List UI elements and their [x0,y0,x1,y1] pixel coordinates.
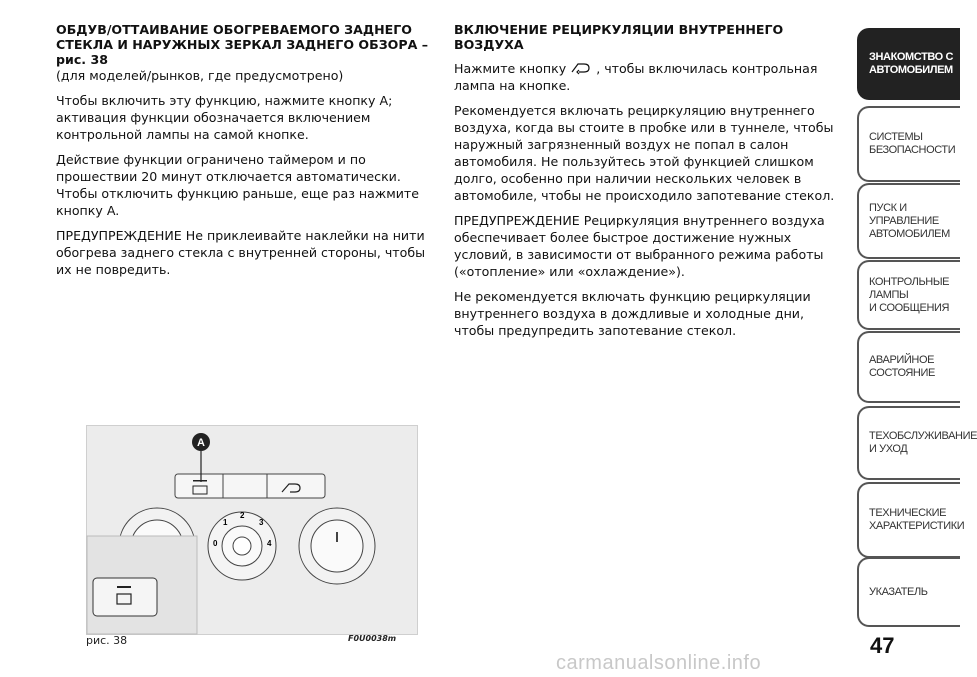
air-distribution-knob [299,508,375,584]
section-subheading: (для моделей/рынков, где предусмотрено) [56,68,344,83]
tab-technical-specs[interactable]: ТЕХНИЧЕСКИЕ ХАРАКТЕРИСТИКИ [857,482,960,558]
fan-label-2: 2 [240,511,245,520]
tab-warning-lights[interactable]: КОНТРОЛЬНЫЕ ЛАМПЫ И СООБЩЕНИЯ [857,260,960,330]
tab-safety-systems[interactable]: СИСТЕМЫ БЕЗОПАСНОСТИ [857,106,960,182]
callout-a-label: A [197,437,205,449]
middle-column [454,22,838,347]
figure-code: F0U0038m [348,634,397,643]
chapter-tabs [857,0,977,677]
paragraph: Не рекомендуется включать функцию рециркуляции внутреннего воздуха в дождливые и холодные дни, чтобы предупредить запотевание стекол. [454,289,811,338]
fan-label-1: 1 [223,518,228,527]
figure-climate-panel [86,425,418,635]
fan-label-0: 0 [213,539,218,548]
paragraph [454,60,838,94]
fan-label-4: 4 [267,539,272,548]
tab-index[interactable]: УКАЗАТЕЛЬ [857,557,960,627]
paragraph: Действие функции ограничено таймером и по прошествии 20 минут отключается автоматически. Чтобы отключить функцию раньше, еще раз нажмите кнопку A. [56,152,419,218]
paragraph: Чтобы включить эту функцию, нажмите кнопку A; активация функции обозначается включением контрольной лампы на самой кнопке. [56,93,393,142]
tab-getting-to-know-car[interactable]: ЗНАКОМСТВО С АВТОМОБИЛЕМ [857,28,960,100]
warning-paragraph: ПРЕДУПРЕЖДЕНИЕ Не приклеивайте наклейки на нити обогрева заднего стекла с внутренней стороны, чтобы их не повредить. [56,228,426,277]
tab-start-and-drive[interactable]: ПУСК И УПРАВЛЕНИЕ АВТОМОБИЛЕМ [857,183,960,259]
recirculation-icon [570,62,592,74]
tab-maintenance[interactable]: ТЕХОБСЛУЖИВАНИЕ И УХОД [857,406,960,480]
tab-emergency[interactable]: АВАРИЙНОЕ СОСТОЯНИЕ [857,331,960,403]
section-heading-defrost: ОБДУВ/ОТТАИВАНИЕ ОБОГРЕВАЕМОГО ЗАДНЕГО СТЕКЛА И НАРУЖНЫХ ЗЕРКАЛ ЗАДНЕГО ОБЗОРА – рис. 38 [56,22,429,67]
paragraph: Рекомендуется включать рециркуляцию внутреннего воздуха, когда вы стоите в пробке или в туннеле, чтобы наружный загрязненный воздух не попал в салон автомобиля. Не пользуйтесь этой функцией слишком долго, особенно при наличии нескольких человек в автомобиле, чтобы не происходило запотевание стекол. [454,103,835,203]
page-number: 47 [870,633,895,658]
button-zoom-inset [87,536,197,634]
climate-panel-illustration [87,426,417,634]
paragraph-text: , чтобы включилась контрольная лампа на кнопке. [454,61,818,93]
fan-label-3: 3 [259,518,264,527]
watermark: carmanualsonline.info [556,652,762,674]
figure-caption: рис. 38 [86,634,128,647]
paragraph-text: Нажмите кнопку [454,61,567,76]
warning-paragraph: ПРЕДУПРЕЖДЕНИЕ Рециркуляция внутреннего воздуха обеспечивает более быстрое достижение нужных условий, в зависимости от выбранного режима работы («отопление» или «охлаждение»). [454,213,825,279]
section-heading-recirculation: ВКЛЮЧЕНИЕ РЕЦИРКУЛЯЦИИ ВНУТРЕННЕГО ВОЗДУХА [454,22,784,52]
left-column [56,22,438,286]
fan-speed-knob [208,511,276,580]
